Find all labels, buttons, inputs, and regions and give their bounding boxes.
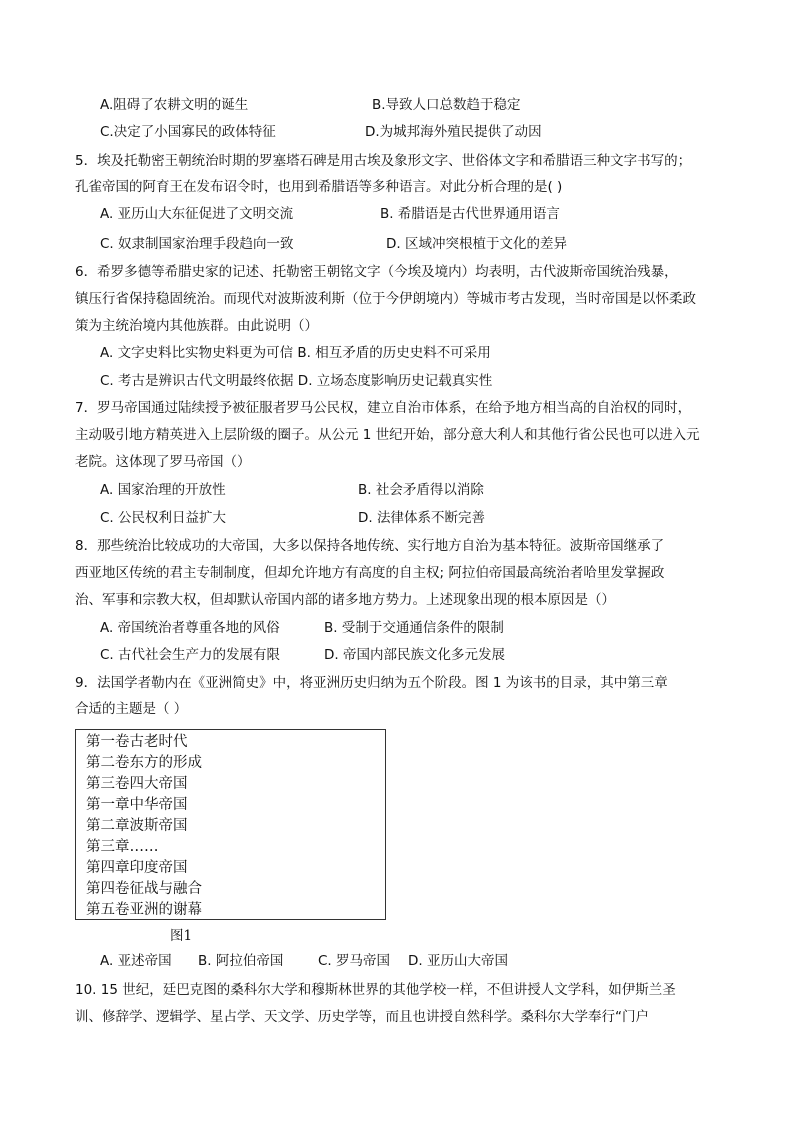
- figure-1-caption: 图1: [170, 928, 193, 944]
- q9-option-c: C. 罗马帝国: [318, 953, 391, 969]
- q8-stem-line-2: 西亚地区传统的君主专制制度，但却允许地方有高度的自主权; 阿拉伯帝国最高统治者哈里发掌握政: [75, 565, 665, 581]
- q5-stem-line-1: 5．埃及托勒密王朝统治时期的罗塞塔石碑是用古埃及象形文字、世俗体文字和希腊语三种文字书写的；: [75, 153, 692, 169]
- q7-option-c: C. 公民权利日益扩大: [100, 510, 227, 526]
- q8-option-c: C. 古代社会生产力的发展有限: [100, 647, 281, 663]
- toc-entry: 第三卷四大帝国: [86, 776, 188, 792]
- q9-option-b: B. 阿拉伯帝国: [198, 953, 284, 969]
- q4-option-d: D.为城邦海外殖民提供了动因: [365, 124, 542, 140]
- toc-entry: 第一章中华帝国: [86, 797, 188, 813]
- q10-stem-line-2: 训、修辞学、逻辑学、星占学、天文学、历史学等，而且也讲授自然科学。桑科尔大学奉行“门户: [75, 1009, 649, 1025]
- q6-stem-line-2: 镇压行省保持稳固统治。而现代对波斯波利斯（位于今伊朗境内）等城市考古发现，当时帝国是以怀柔政: [75, 291, 696, 307]
- q10-stem-line-1: 10. 15 世纪，廷巴克图的桑科尔大学和穆斯林世界的其他学校一样，不但讲授人文学科，如伊斯兰圣: [75, 982, 676, 998]
- q6-options-ab: A. 文字史料比实物史料更为可信 B. 相互矛盾的历史史料不可采用: [100, 345, 491, 361]
- q4-option-b: B.导致人口总数趋于稳定: [372, 97, 521, 113]
- q5-option-c: C. 奴隶制国家治理手段趋向一致: [100, 236, 294, 252]
- q4-option-c: C.决定了小国寡民的政体特征: [100, 124, 276, 140]
- toc-entry: 第四章印度帝国: [86, 860, 188, 876]
- q8-stem-line-1: 8．那些统治比较成功的大帝国，大多以保持各地传统、实行地方自治为基本特征。波斯帝国继承了: [75, 538, 665, 554]
- figure-1-table-of-contents: [75, 729, 386, 920]
- q7-option-d: D. 法律体系不断完善: [358, 510, 485, 526]
- q7-option-b: B. 社会矛盾得以消除: [358, 482, 484, 498]
- q8-option-d: D. 帝国内部民族文化多元发展: [324, 647, 505, 663]
- q8-option-a: A. 帝国统治者尊重各地的风俗: [100, 620, 280, 636]
- toc-entry: 第二章波斯帝国: [86, 818, 188, 834]
- q7-option-a: A. 国家治理的开放性: [100, 482, 226, 498]
- q9-stem-line-2: 合适的主题是（ ）: [75, 701, 188, 717]
- q7-stem-line-1: 7．罗马帝国通过陆续授予被征服者罗马公民权，建立自治市体系，在给予地方相当高的自治权的同时，: [75, 400, 692, 416]
- q5-option-b: B. 希腊语是古代世界通用语言: [380, 206, 560, 222]
- q5-option-d: D. 区域冲突根植于文化的差异: [386, 236, 567, 252]
- q9-stem-line-1: 9．法国学者勒内在《亚洲简史》中，将亚洲历史归纳为五个阶段。图 1 为该书的目录，其中第三章: [75, 675, 668, 691]
- q7-stem-line-3: 老院。这体现了罗马帝国（）: [75, 454, 251, 470]
- toc-entry: 第五卷亚洲的谢幕: [86, 902, 202, 918]
- toc-entry: 第二卷东方的形成: [86, 755, 202, 771]
- q6-options-cd: C. 考古是辨识古代文明最终依据 D. 立场态度影响历史记载真实性: [100, 373, 493, 389]
- q6-stem-line-1: 6．希罗多德等希腊史家的记述、托勒密王朝铭文字（今埃及境内）均表明，古代波斯帝国统治残暴，: [75, 264, 678, 280]
- q9-option-d: D. 亚历山大帝国: [408, 953, 508, 969]
- q5-stem-line-2: 孔雀帝国的阿育王在发布诏令时，也用到希腊语等多种语言。对此分析合理的是( ): [75, 179, 563, 195]
- toc-entry: 第四卷征战与融合: [86, 881, 202, 897]
- q9-option-a: A. 亚述帝国: [100, 953, 172, 969]
- toc-entry: 第三章……: [86, 839, 159, 855]
- q5-option-a: A. 亚历山大东征促进了文明交流: [100, 206, 294, 222]
- q7-stem-line-2: 主动吸引地方精英进入上层阶级的圈子。从公元 1 世纪开始，部分意大利人和其他行省公民也可以进入元: [75, 427, 700, 443]
- q8-option-b: B. 受制于交通通信条件的限制: [324, 620, 504, 636]
- toc-entry: 第一卷古老时代: [86, 734, 188, 750]
- q8-stem-line-3: 治、军事和宗教大权，但却默认帝国内部的诸多地方势力。上述现象出现的根本原因是（）: [75, 592, 615, 608]
- q4-option-a: A.阻碍了农耕文明的诞生: [100, 97, 249, 113]
- q6-stem-line-3: 策为主统治境内其他族群。由此说明（）: [75, 318, 318, 334]
